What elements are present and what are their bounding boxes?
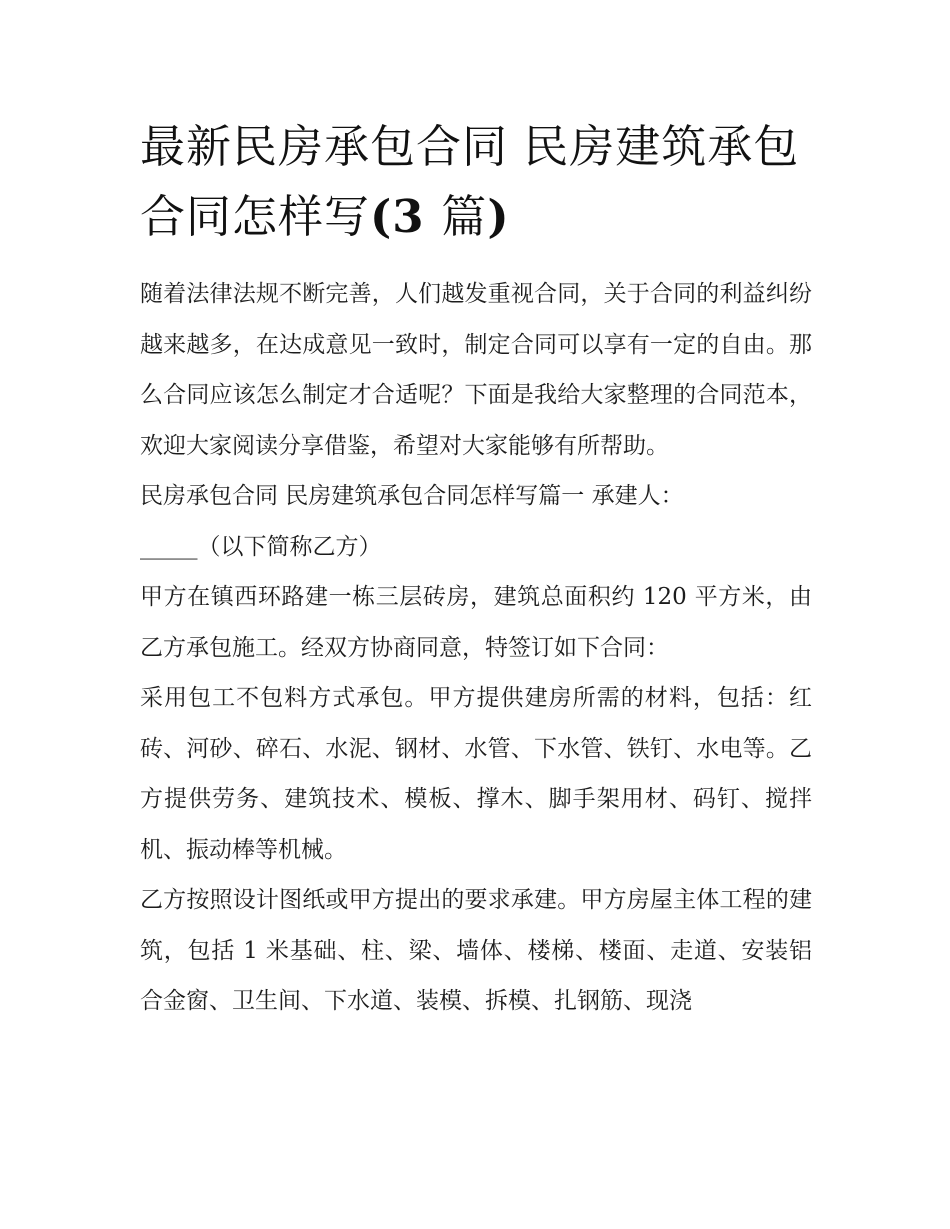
title-count-open: (3 <box>370 190 442 243</box>
section-heading-paragraph: 民房承包合同 民房建筑承包合同怎样写篇一 承建人： <box>140 483 684 509</box>
document-body <box>140 269 812 1027</box>
title-count-unit: 篇 <box>441 190 488 243</box>
title-count-close: ) <box>487 190 510 243</box>
project-paragraph: 甲方在镇西环路建一栋三层砖房，建筑总面积约 120 平方米，由乙方承包施工。经双方协商同意，特签订如下合同： <box>140 584 812 661</box>
construction-scope-paragraph: 乙方按照设计图纸或甲方提出的要求承建。甲方房屋主体工程的建筑，包括 1 米基础、柱、梁、墙体、楼梯、楼面、走道、安装铝合金窗、卫生间、下水道、装模、拆模、扎钢筋、现浇 <box>140 887 812 1014</box>
contract-mode-paragraph: 采用包工不包料方式承包。甲方提供建房所需的材料，包括：红砖、河砂、碎石、水泥、钢材、水管、下水管、铁钉、水电等。乙方提供劳务、建筑技术、模板、撑木、脚手架用材、码钉、搅拌机、振动棒等机械。 <box>140 685 812 863</box>
document-page <box>140 112 812 1027</box>
intro-paragraph: 随着法律法规不断完善，人们越发重视合同，关于合同的利益纠纷越来越多，在达成意见一致时，制定合同可以享有一定的自由。那么合同应该怎么制定才合适呢？下面是我给大家整理的合同范本，欢迎大家阅读分享借鉴，希望对大家能够有所帮助。 <box>140 281 812 459</box>
title-text: 最新民房承包合同 民房建筑承包合同怎样写 <box>140 120 800 243</box>
party-b-paragraph: _____（以下简称乙方） <box>140 533 382 560</box>
document-title <box>140 112 812 252</box>
